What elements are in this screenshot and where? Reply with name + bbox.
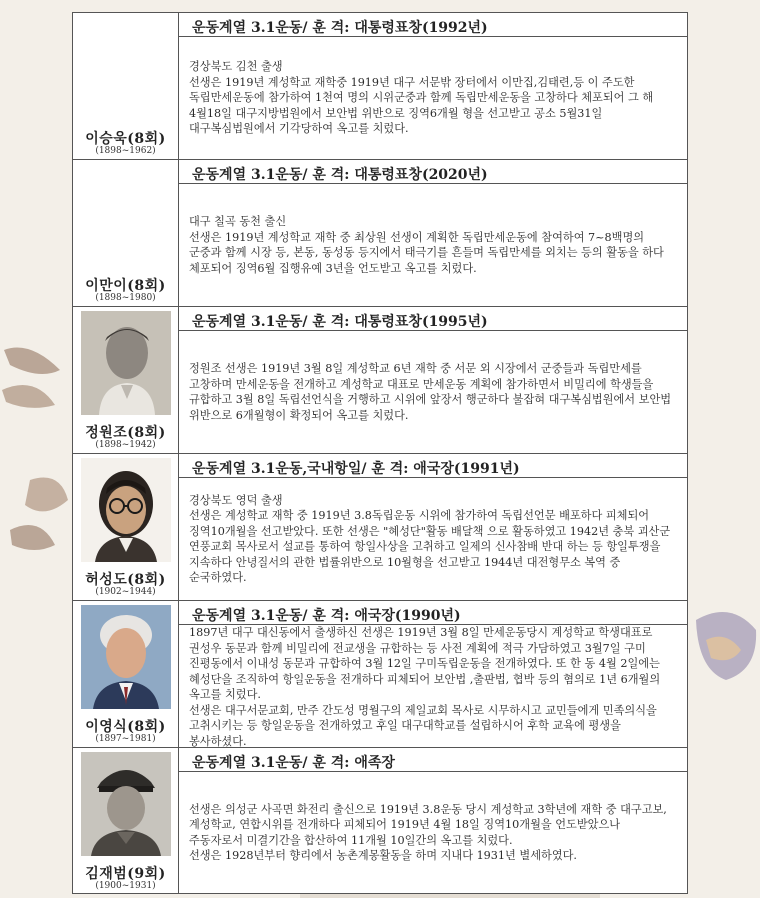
brush-decoration-left bbox=[0, 330, 72, 570]
person-cell bbox=[73, 307, 179, 453]
person-cell bbox=[73, 160, 179, 306]
table-row bbox=[73, 13, 687, 160]
person-name: 허성도(8회) bbox=[85, 572, 166, 588]
portrait-photo bbox=[81, 311, 171, 415]
person-years: (1898~1962) bbox=[95, 146, 156, 156]
independence-activists-table bbox=[72, 12, 688, 894]
portrait-photo bbox=[81, 752, 171, 856]
biography-text: 선생은 의성군 사곡면 화전리 출신으로 1919년 3.8운동 당시 계성학교 3학년에 재학 중 대구고보, 계성학교, 연합시위를 전개하다 피체되어 1919년 4월 18일 징역10개월을 언도받았으나 주동자로서 미결기간을 합산하여 11개월 10일간의 옥고를 치렀다. 선생은 1928년부터 향리에서 농촌계몽활동을 하며 지내다 1931년 별세하였다. bbox=[189, 802, 667, 862]
photo-placeholder bbox=[81, 164, 171, 268]
person-name: 김재범(9회) bbox=[85, 866, 166, 882]
biography-text: 1897년 대구 대신동에서 출생하신 선생은 1919년 3월 8일 만세운동당시 계성학교 학생대표로 권성우 동문과 함께 비밀리에 전교생을 규합하는 등 사전 계획에 적극 가담하였고 3월7일 구미 진평동에서 이내성 동문과 규합하여 3월 12일 구미독립운동을 전개하였다. 또 한 동 4월 2일에는 혜성단을 조직하여 항일운동을 전개하다 피체되어 보안법 ,출판법, 협박 등의 혐의로 1년 6개월의 옥고를 치렀다. 선생은 대구서문교회, 만주 간도성 명월구의 제일교회 목사로 시무하시고 교민들에게 민족의식을 고취시키는 등 항일운동을 전개하였고 후일 대구대학교를 설립하시어 후학 교육에 평생을 봉사하셨다. bbox=[189, 626, 661, 748]
person-years: (1902~1944) bbox=[95, 587, 156, 597]
photo-placeholder bbox=[81, 17, 171, 121]
award-header: 운동계열 3.1운동/ 훈 격: 대통령표창(1995년) bbox=[179, 307, 687, 331]
award-header: 운동계열 3.1운동/ 훈 격: 애족장 bbox=[179, 748, 687, 772]
person-cell bbox=[73, 13, 179, 159]
person-cell bbox=[73, 454, 179, 600]
person-cell bbox=[73, 601, 179, 747]
person-name: 이영식(8회) bbox=[85, 719, 166, 735]
award-header: 운동계열 3.1운동/ 훈 격: 대통령표창(2020년) bbox=[179, 160, 687, 184]
person-cell bbox=[73, 748, 179, 893]
portrait-photo bbox=[81, 458, 171, 562]
biography-text: 경상북도 영덕 출생 선생은 계성학교 재학 중 1919년 3.8독립운동 시위에 참가하여 독립선언문 배포하다 피체되어 징역10개월을 선고받았다. 또한 선생은 "혜성단"활동 배달책 으로 활동하였고 1942년 충북 괴산군 연풍교회 목사로서 설교를 통하여 항일사상을 고취하고 일제의 신사참배 반대 하는 등 항일투쟁을 지속하다 안녕질서의 관한 법률위반으로 10월형을 선고받고 1944년 대전형무소 복역 중 순국하였다. bbox=[189, 493, 671, 584]
person-years: (1898~1942) bbox=[95, 440, 156, 450]
person-name: 정원조(8회) bbox=[85, 425, 166, 441]
biography-text: 경상북도 김천 출생 선생은 1919년 계성학교 재학중 1919년 대구 서문밖 장터에서 이만집,김태련,등 이 주도한 독립만세운동에 참가하여 1천여 명의 시위군중과 함께 독립만세운동을 고창하다 체포되어 그 해 4월18일 대구지방법원에서 보안법 위반으로 징역6개월 형을 선고받고 공소 5월31일 대구복심법원에서 기각당하여 옥고를 치렀다. bbox=[189, 60, 654, 136]
person-name: 이만이(8회) bbox=[85, 278, 166, 294]
award-header: 운동계열 3.1운동/ 훈 격: 대통령표창(1992년) bbox=[179, 13, 687, 37]
person-years: (1898~1980) bbox=[95, 293, 156, 303]
table-row bbox=[73, 307, 687, 454]
award-header: 운동계열 3.1운동,국내항일/ 훈 격: 애국장(1991년) bbox=[179, 454, 687, 478]
table-row bbox=[73, 160, 687, 307]
table-row bbox=[73, 748, 687, 894]
table-row bbox=[73, 454, 687, 601]
biography-text: 대구 칠곡 동천 출신 선생은 1919년 계성학교 재학 중 최상원 선생이 계획한 독립만세운동에 참여하여 7~8백명의 군중과 함께 시장 등, 본동, 동성동 등지에서 태극기를 흔들며 독립만세를 외치는 등의 활동을 하다 체포되어 징역6월 집행유예 3년을 언도받고 옥고를 치렀다. bbox=[189, 215, 664, 275]
person-years: (1900~1931) bbox=[95, 881, 156, 891]
portrait-photo bbox=[81, 605, 171, 709]
person-years: (1897~1981) bbox=[95, 734, 156, 744]
award-header: 운동계열 3.1운동/ 훈 격: 애국장(1990년) bbox=[179, 601, 687, 625]
brush-decoration-right bbox=[686, 600, 760, 720]
table-row bbox=[73, 601, 687, 748]
biography-text: 정원조 선생은 1919년 3월 8일 계성학교 6년 재학 중 서문 외 시장에서 군중들과 독립만세를 고창하며 만세운동을 전개하고 계성학교 대표로 만세운동 계획에 참가하면서 비밀리에 학생들을 규합하고 3월 8일 독립선언식을 거행하고 시위에 앞장서 행군하다 불잡혀 대구복심법원에서 보안법 위반으로 6개월형이 확정되어 옥고를 치렀다. bbox=[189, 362, 672, 422]
person-name: 이승욱(8회) bbox=[85, 131, 166, 147]
